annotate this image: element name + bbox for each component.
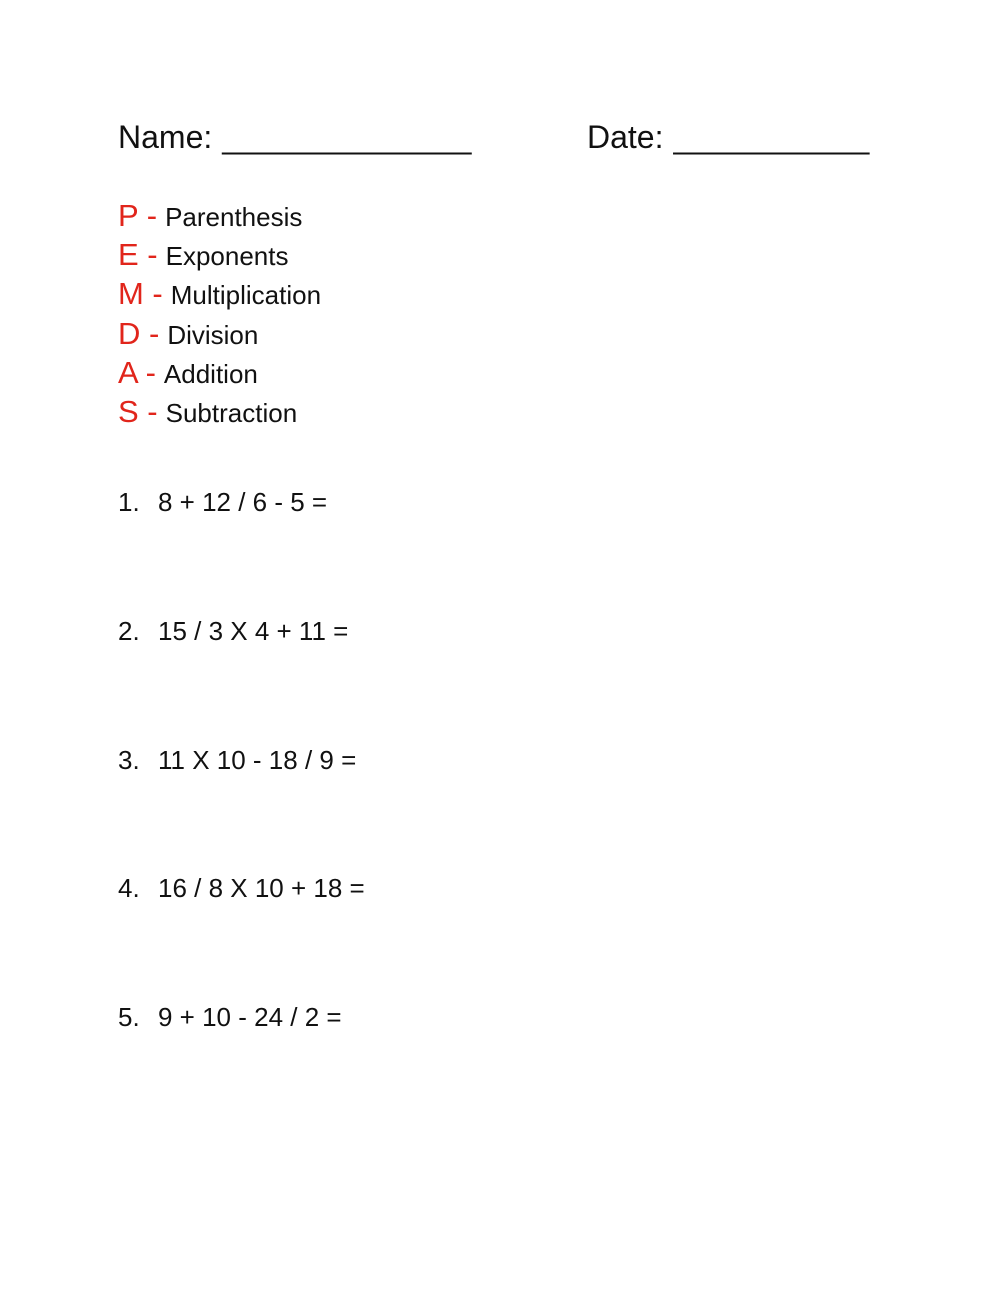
pemdas-letter: S - xyxy=(118,393,158,429)
problem-number: 4. xyxy=(118,873,140,903)
problem-expression: 8 + 12 / 6 - 5 = xyxy=(158,487,328,517)
pemdas-word: Subtraction xyxy=(165,397,298,428)
problem-expression: 16 / 8 X 10 + 18 = xyxy=(158,873,365,903)
pemdas-letter: E - xyxy=(118,237,158,273)
date-blank-line[interactable]: ___________ xyxy=(673,119,870,155)
date-label: Date: xyxy=(587,119,664,155)
pemdas-letter: A - xyxy=(118,354,156,390)
problem-5 xyxy=(118,1001,342,1033)
pemdas-word: Addition xyxy=(163,358,258,389)
problem-expression: 9 + 10 - 24 / 2 = xyxy=(158,1002,342,1032)
name-field[interactable] xyxy=(118,117,471,157)
problem-1 xyxy=(118,486,327,518)
pemdas-item-multiplication xyxy=(118,274,321,313)
problem-2 xyxy=(118,615,348,647)
problem-number: 5. xyxy=(118,1002,140,1032)
pemdas-item-parenthesis xyxy=(118,196,321,235)
problem-expression: 15 / 3 X 4 + 11 = xyxy=(158,616,349,646)
pemdas-letter: D - xyxy=(118,315,160,351)
name-label: Name: xyxy=(118,119,213,155)
problem-4 xyxy=(118,872,365,904)
pemdas-list xyxy=(118,196,321,431)
pemdas-letter: M - xyxy=(118,276,163,312)
pemdas-item-exponents xyxy=(118,235,321,274)
pemdas-word: Multiplication xyxy=(170,280,322,311)
date-field[interactable] xyxy=(587,117,869,157)
pemdas-item-division xyxy=(118,314,321,353)
problem-number: 3. xyxy=(118,745,140,775)
problem-number: 2. xyxy=(118,616,140,646)
pemdas-word: Division xyxy=(167,319,259,350)
problem-number: 1. xyxy=(118,487,140,517)
name-blank-line[interactable]: ______________ xyxy=(222,119,472,155)
problem-3 xyxy=(118,744,356,776)
pemdas-word: Exponents xyxy=(165,241,289,272)
pemdas-item-subtraction xyxy=(118,392,321,431)
pemdas-letter: P - xyxy=(118,198,158,233)
problem-expression: 11 X 10 - 18 / 9 = xyxy=(158,745,357,775)
pemdas-word: Parenthesis xyxy=(165,202,303,232)
pemdas-item-addition xyxy=(118,353,321,392)
